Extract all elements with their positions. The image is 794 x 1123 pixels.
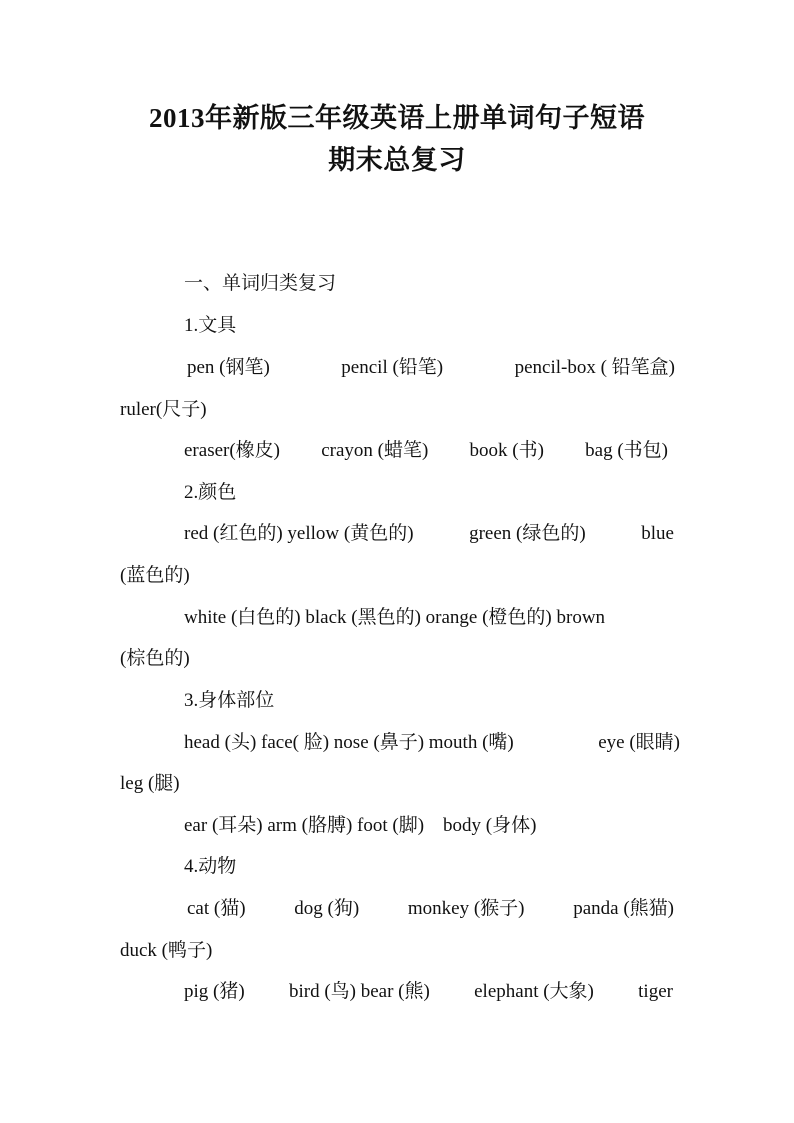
word-crayon: crayon (蜡笔) [321,440,429,461]
stationery-row-1 [187,356,675,380]
stationery-heading: 1.文具 [184,315,237,336]
word-pig: pig (猪) [184,981,245,1002]
word-eraser: eraser(橡皮) [184,440,281,461]
animals-heading: 4.动物 [184,856,237,877]
word-cat: cat (猫) [187,898,246,919]
body-row-1-cont: leg (腿) [120,773,180,794]
colors-row-1 [184,522,674,546]
colors-row-2-cont: (棕色的) [120,648,190,669]
body-heading: 3.身体部位 [184,690,275,711]
word-pen: pen (钢笔) [187,357,270,378]
colors-red-yellow: red (红色的) yellow (黄色的) [184,523,414,544]
animals-row-1 [187,897,674,921]
word-dog: dog (狗) [294,898,360,919]
colors-heading: 2.颜色 [184,482,237,503]
word-monkey: monkey (猴子) [407,898,525,919]
section-heading: 一、单词归类复习 [184,273,337,294]
stationery-row-2 [184,439,668,463]
colors-green: green (绿色的) [469,523,586,544]
word-eye: eye (眼睛) [598,732,680,753]
colors-blue: blue [641,523,674,544]
animals-row-2 [184,980,673,1004]
animals-row-1-cont: duck (鸭子) [120,940,213,961]
body-row-1 [184,731,680,755]
word-bag: bag (书包) [585,440,668,461]
word-panda: panda (熊猫) [573,898,674,919]
colors-row-1-cont: (蓝色的) [120,565,190,586]
document-title-line-2: 期末总复习 [328,145,466,175]
word-book: book (书) [469,440,544,461]
body-words-1: head (头) face( 脸) nose (鼻子) mouth (嘴) [184,732,514,753]
stationery-row-1-cont: ruler(尺子) [120,399,207,420]
word-bird-bear: bird (鸟) bear (熊) [288,981,430,1002]
word-pencil-box: pencil-box ( 铅笔盒) [514,357,675,378]
body-row-2: ear (耳朵) arm (胳膊) foot (脚) body (身体) [184,815,537,836]
colors-row-2: white (白色的) black (黑色的) orange (橙色的) brown [184,607,606,628]
word-pencil: pencil (铅笔) [341,357,444,378]
word-elephant: elephant (大象) [474,981,594,1002]
word-tiger: tiger [638,981,673,1002]
document-title-line-1: 2013年新版三年级英语上册单词句子短语 [149,103,645,133]
